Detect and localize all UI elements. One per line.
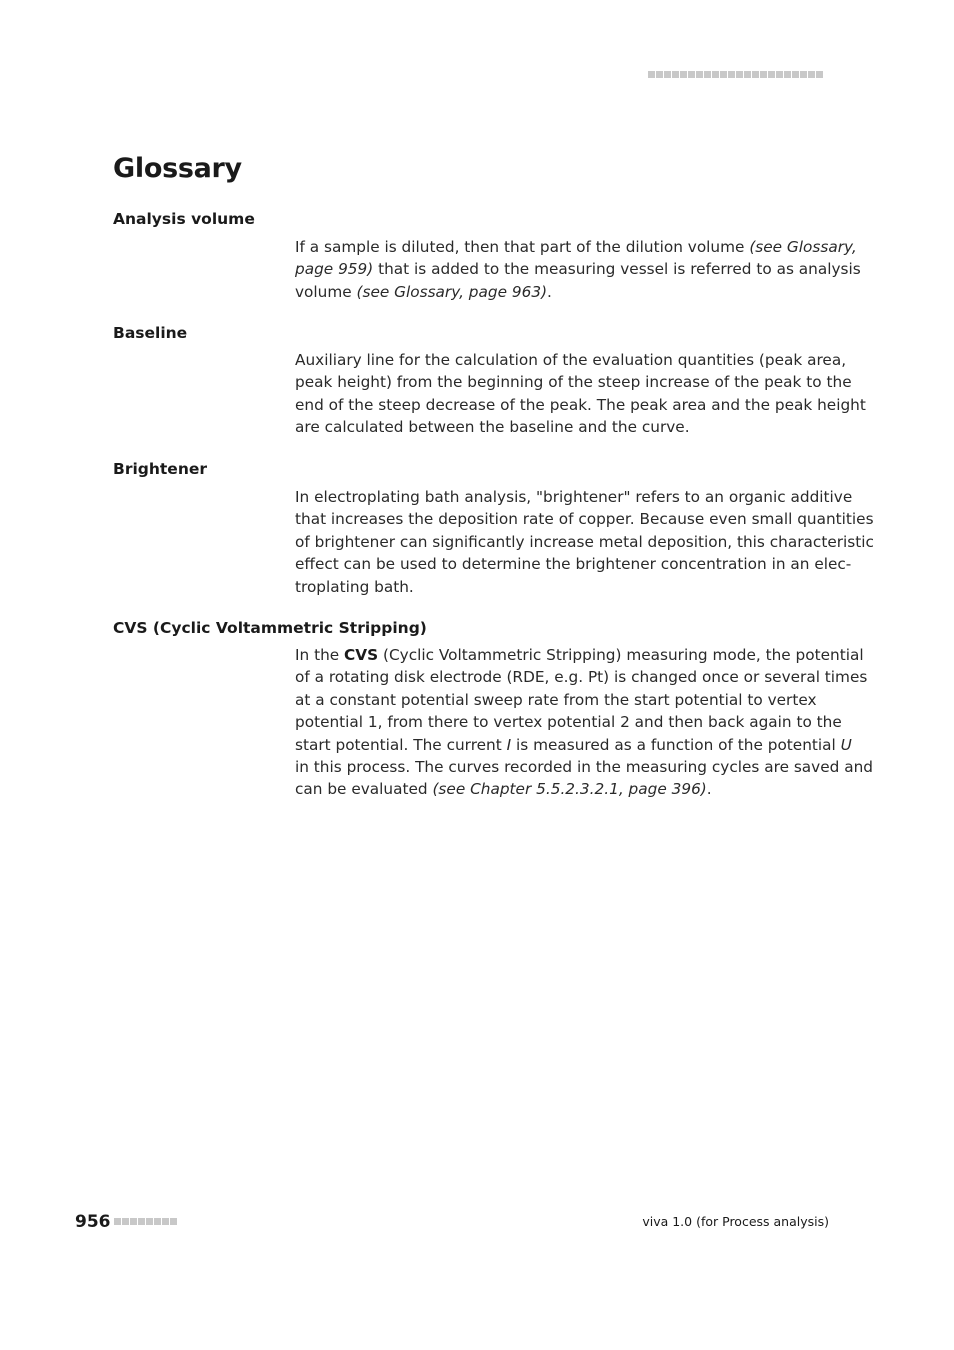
definition-line: troplating bath.	[295, 577, 414, 596]
header-square	[680, 71, 687, 78]
header-square	[816, 71, 823, 78]
header-square	[648, 71, 655, 78]
definition-line: are calculated between the baseline and the curve.	[295, 418, 690, 437]
footer-square	[122, 1218, 129, 1225]
definition-text: (Cyclic Voltammetric Stripping) measuring mode, the potential	[378, 646, 864, 664]
definition-text: can be evaluated	[295, 780, 433, 799]
definition-text: volume	[295, 282, 357, 301]
glossary-term-brightener: Brightener	[113, 460, 208, 478]
header-square	[720, 71, 727, 78]
glossary-term-analysis-volume: Analysis volume	[113, 210, 255, 228]
header-square	[672, 71, 679, 78]
definition-line: Auxiliary line for the calculation of the evaluation quantities (peak area,	[295, 351, 847, 369]
glossary-term-baseline: Baseline	[113, 324, 188, 342]
footer-decoration-squares	[114, 1218, 177, 1225]
definition-text: In the	[295, 646, 345, 664]
glossary-definition-baseline	[295, 349, 866, 439]
definition-line: at a constant potential sweep rate from the start potential to vertex	[295, 690, 817, 709]
footer-square	[146, 1218, 153, 1225]
footer-square	[154, 1218, 161, 1225]
header-decoration-squares	[648, 71, 823, 78]
definition-symbol: U	[840, 735, 852, 754]
header-square	[664, 71, 671, 78]
glossary-term-cvs: CVS (Cyclic Voltammetric Stripping)	[113, 619, 427, 637]
footer-square	[170, 1218, 177, 1225]
definition-line	[295, 778, 835, 800]
header-square	[704, 71, 711, 78]
header-square	[760, 71, 767, 78]
definition-text: start potential. The current	[295, 735, 507, 754]
header-square	[776, 71, 783, 78]
definition-symbol: I	[506, 735, 512, 754]
header-square	[712, 71, 719, 78]
definition-line: of a rotating disk electrode (RDE, e.g. Pt) is changed once or several times	[295, 668, 868, 687]
definition-line: that increases the deposition rate of copper. Because even small quantities	[295, 510, 874, 529]
definition-line: In electroplating bath analysis, "brightener" refers to an organic additive	[295, 488, 853, 506]
header-square	[800, 71, 807, 78]
definition-line	[295, 734, 852, 756]
footer-square	[138, 1218, 145, 1225]
footer-product-name: viva 1.0 (for Process analysis)	[642, 1214, 829, 1229]
definition-line: end of the steep decrease of the peak. The peak area and the peak height	[295, 395, 866, 414]
header-square	[656, 71, 663, 78]
header-square	[784, 71, 791, 78]
definition-line: peak height) from the beginning of the steep increase of the peak to the	[295, 373, 852, 392]
header-square	[768, 71, 775, 78]
definition-line: in this process. The curves recorded in the measuring cycles are saved and	[295, 758, 873, 777]
definition-line	[295, 281, 835, 303]
cross-reference-link[interactable]: (see Glossary, page 963)	[356, 282, 548, 301]
header-square	[808, 71, 815, 78]
definition-text: .	[706, 780, 712, 799]
footer-square	[130, 1218, 137, 1225]
definition-emphasis: CVS	[344, 646, 379, 664]
definition-line: of brightener can significantly increase metal deposition, this characteristic	[295, 532, 874, 551]
header-square	[744, 71, 751, 78]
glossary-definition-analysis-volume	[295, 236, 861, 303]
definition-line	[295, 236, 857, 258]
cross-reference-link[interactable]: (see Chapter 5.5.2.3.2.1, page 396)	[432, 780, 707, 799]
footer-square	[162, 1218, 169, 1225]
cross-reference-link[interactable]: page 959)	[295, 260, 374, 279]
definition-text: .	[547, 282, 552, 301]
page-number: 956	[75, 1212, 111, 1232]
glossary-definition-cvs	[295, 644, 873, 801]
definition-line	[295, 644, 864, 666]
definition-line	[295, 258, 861, 280]
definition-text: that is added to the measuring vessel is referred to as analysis	[373, 260, 861, 279]
footer-square	[114, 1218, 121, 1225]
header-square	[736, 71, 743, 78]
header-square	[688, 71, 695, 78]
header-square	[728, 71, 735, 78]
cross-reference-link[interactable]: (see Glossary,	[749, 238, 857, 256]
glossary-definition-brightener	[295, 486, 874, 598]
header-square	[792, 71, 799, 78]
definition-line: effect can be used to determine the brightener concentration in an elec-	[295, 555, 852, 574]
page-title: Glossary	[113, 153, 242, 184]
definition-text: is measured as a function of the potential	[511, 735, 841, 754]
definition-line: potential 1, from there to vertex potential 2 and then back again to the	[295, 713, 842, 732]
header-square	[752, 71, 759, 78]
header-square	[696, 71, 703, 78]
definition-text: If a sample is diluted, then that part of the dilution volume	[295, 238, 750, 256]
